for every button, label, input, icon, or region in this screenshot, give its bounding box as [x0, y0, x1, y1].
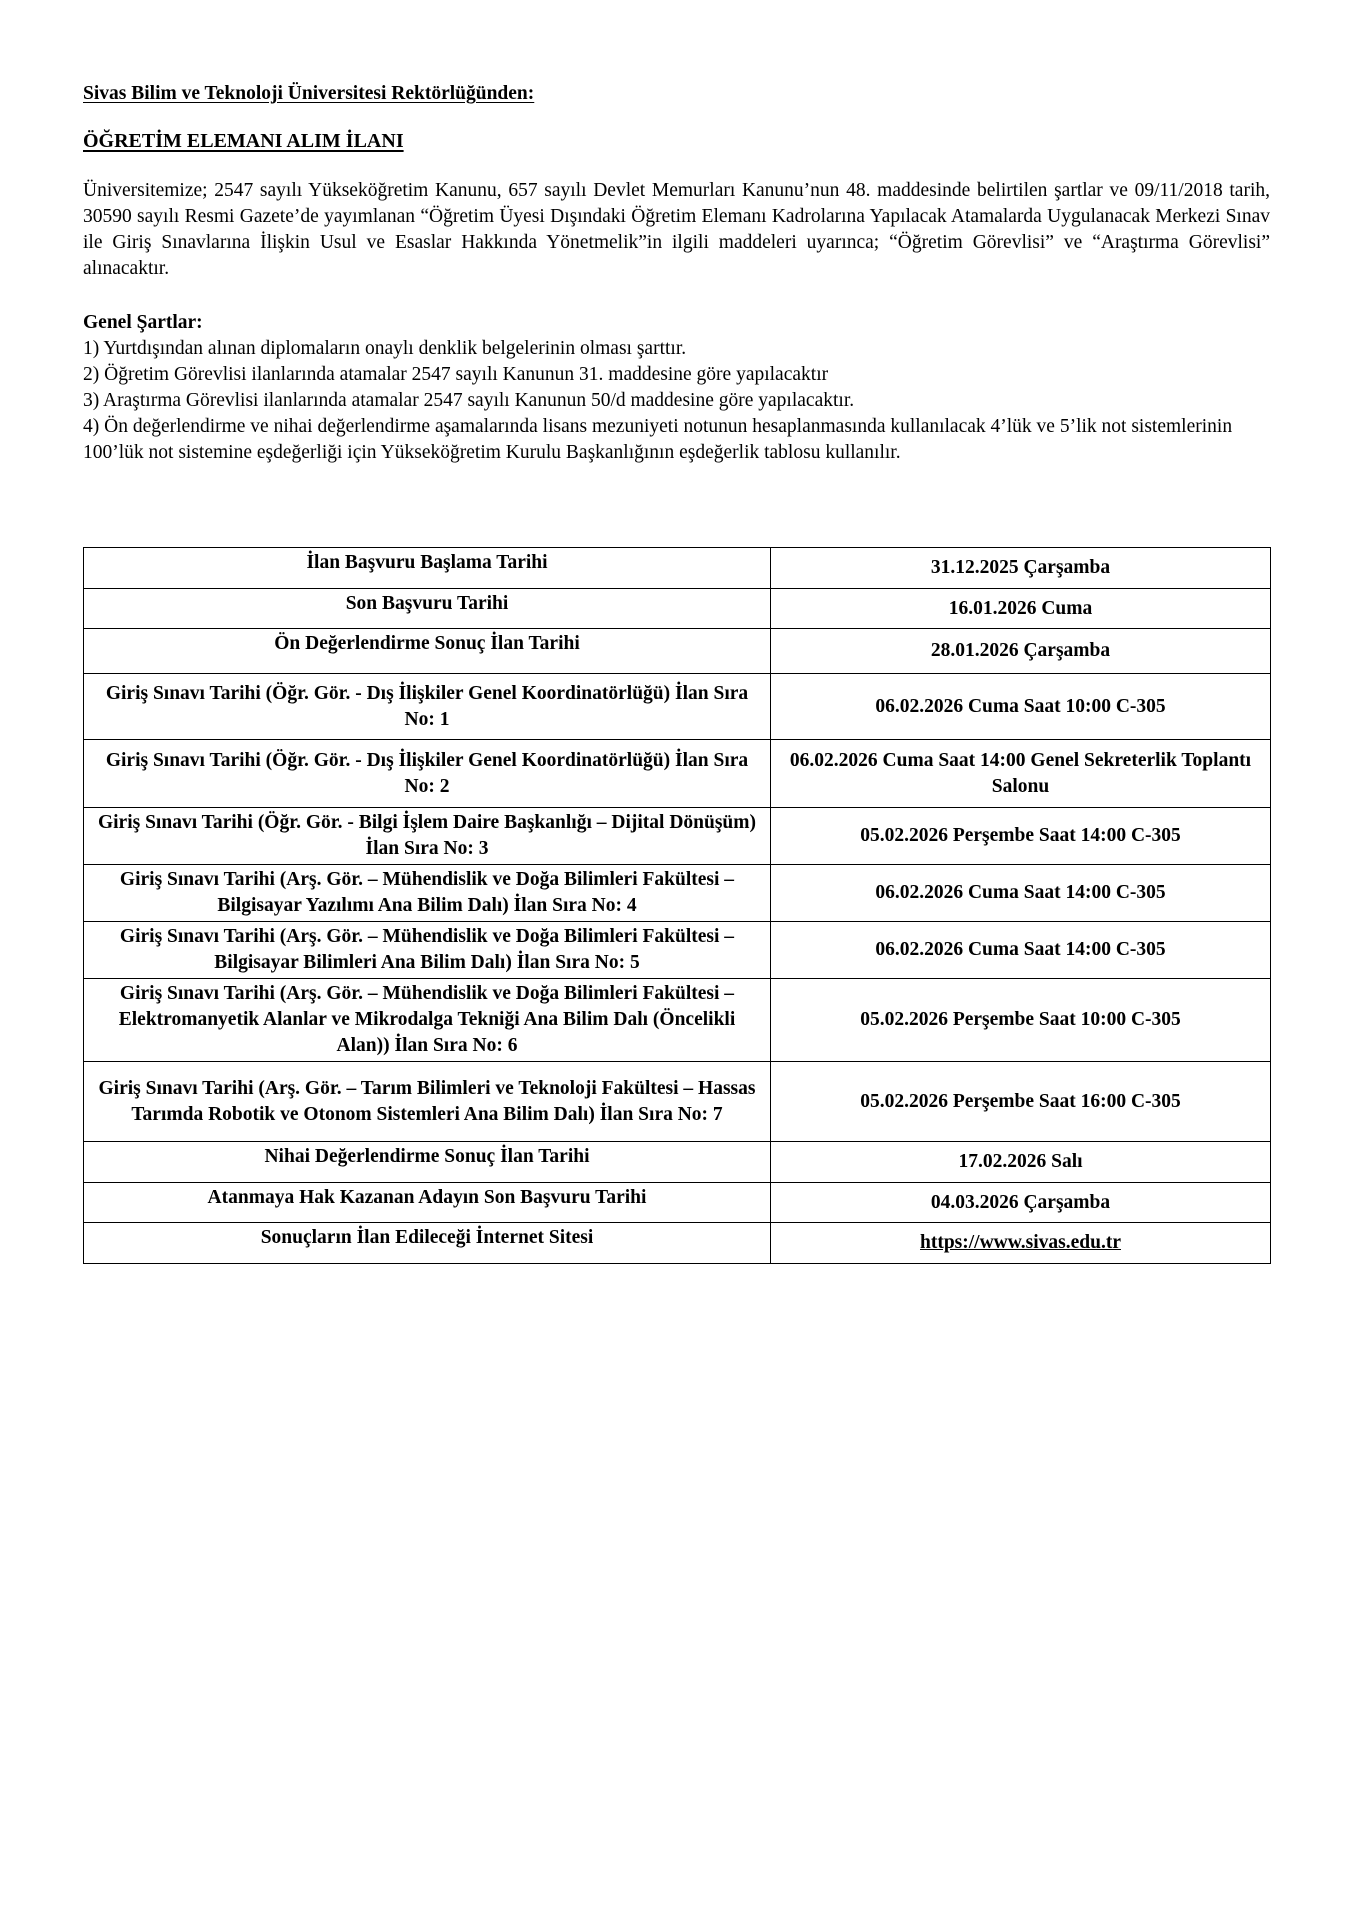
announcement-title: ÖĞRETİM ELEMANI ALIM İLANI: [83, 130, 404, 152]
row-value: 04.03.2026 Çarşamba: [771, 1183, 1271, 1223]
row-value: 05.02.2026 Perşembe Saat 14:00 C-305: [771, 808, 1271, 865]
row-label: Ön Değerlendirme Sonuç İlan Tarihi: [84, 629, 771, 674]
table-row: [84, 1062, 1271, 1142]
table-row: [84, 979, 1271, 1062]
row-value: 31.12.2025 Çarşamba: [771, 548, 1271, 589]
general-conditions: [83, 310, 1270, 466]
table-row: [84, 1183, 1271, 1223]
condition-item: 2) Öğretim Görevlisi ilanlarında atamalar 2547 sayılı Kanunun 31. maddesine göre yapılacaktır: [83, 364, 829, 385]
row-value: 17.02.2026 Salı: [771, 1142, 1271, 1183]
row-value: 06.02.2026 Cuma Saat 10:00 C-305: [771, 674, 1271, 740]
row-label: Giriş Sınavı Tarihi (Arş. Gör. – Mühendislik ve Doğa Bilimleri Fakültesi – Bilgisayar Bilimleri Ana Bilim Dalı) İlan Sıra No: 5: [84, 922, 771, 979]
row-label: Giriş Sınavı Tarihi (Öğr. Gör. - Dış İlişkiler Genel Koordinatörlüğü) İlan Sıra No: 2: [84, 740, 771, 808]
row-label: Giriş Sınavı Tarihi (Arş. Gör. – Tarım Bilimleri ve Teknoloji Fakültesi – Hassas Tarımda Robotik ve Otonom Sistemleri Ana Bilim Dalı) İlan Sıra No: 7: [84, 1062, 771, 1142]
table-row: [84, 865, 1271, 922]
table-row: [84, 922, 1271, 979]
row-label: Giriş Sınavı Tarihi (Arş. Gör. – Mühendislik ve Doğa Bilimleri Fakültesi – Bilgisayar Yazılımı Ana Bilim Dalı) İlan Sıra No: 4: [84, 865, 771, 922]
row-label: Giriş Sınavı Tarihi (Öğr. Gör. - Bilgi İşlem Daire Başkanlığı – Dijital Dönüşüm) İlan Sıra No: 3: [84, 808, 771, 865]
table-row: [84, 1223, 1271, 1264]
row-value: 06.02.2026 Cuma Saat 14:00 C-305: [771, 922, 1271, 979]
row-label: Giriş Sınavı Tarihi (Arş. Gör. – Mühendislik ve Doğa Bilimleri Fakültesi – Elektromanyetik Alanlar ve Mikrodalga Tekniği Ana Bilim Dalı (Öncelikli Alan)) İlan Sıra No: 6: [84, 979, 771, 1062]
conditions-title: Genel Şartlar:: [83, 312, 203, 333]
row-label: Giriş Sınavı Tarihi (Öğr. Gör. - Dış İlişkiler Genel Koordinatörlüğü) İlan Sıra No: 1: [84, 674, 771, 740]
condition-item: 1) Yurtdışından alınan diplomaların onaylı denklik belgelerinin olması şarttır.: [83, 338, 687, 359]
institution-heading: Sivas Bilim ve Teknoloji Üniversitesi Rektörlüğünden:: [83, 83, 535, 104]
intro-paragraph: Üniversitemize; 2547 sayılı Yükseköğretim Kanunu, 657 sayılı Devlet Memurları Kanunu’nun 48. maddesinde belirtilen şartlar ve 09/11/2018 tarih, 30590 sayılı Resmi Gazete’de yayımlanan “Öğretim Üyesi Dışındaki Öğretim Elemanı Kadrolarına Yapılacak Atamalarda Uygulanacak Merkezi Sınav ile Giriş Sınavlarına İlişkin Usul ve Esaslar Hakkında Yönetmelik”in ilgili maddeleri uyarınca; “Öğretim Görevlisi” ve “Araştırma Görevlisi” alınacaktır.: [83, 180, 1270, 279]
table-row: [84, 629, 1271, 674]
schedule-table: [83, 547, 1271, 1264]
row-value: 05.02.2026 Perşembe Saat 16:00 C-305: [771, 1062, 1271, 1142]
row-value: 05.02.2026 Perşembe Saat 10:00 C-305: [771, 979, 1271, 1062]
row-label: Sonuçların İlan Edileceği İnternet Sitesi: [84, 1223, 771, 1264]
table-row: [84, 674, 1271, 740]
table-row: [84, 548, 1271, 589]
row-label: Atanmaya Hak Kazanan Adayın Son Başvuru Tarihi: [84, 1183, 771, 1223]
website-link[interactable]: https://www.sivas.edu.tr: [920, 1232, 1121, 1253]
row-label: Son Başvuru Tarihi: [84, 589, 771, 629]
row-value: 06.02.2026 Cuma Saat 14:00 C-305: [771, 865, 1271, 922]
condition-item: 4) Ön değerlendirme ve nihai değerlendirme aşamalarında lisans mezuniyeti notunun hesaplanmasında kullanılacak 4’lük ve 5’lik not sistemlerinin 100’lük not sistemine eşdeğerliği için Yükseköğretim Kurulu Başkanlığının eşdeğerlik tablosu kullanılır.: [83, 416, 1233, 463]
table-row: [84, 589, 1271, 629]
row-value: 28.01.2026 Çarşamba: [771, 629, 1271, 674]
condition-item: 3) Araştırma Görevlisi ilanlarında atamalar 2547 sayılı Kanunun 50/d maddesine göre yapılacaktır.: [83, 390, 855, 411]
row-label: Nihai Değerlendirme Sonuç İlan Tarihi: [84, 1142, 771, 1183]
row-value: 06.02.2026 Cuma Saat 14:00 Genel Sekreterlik Toplantı Salonu: [771, 740, 1271, 808]
table-row: [84, 740, 1271, 808]
row-value: 16.01.2026 Cuma: [771, 589, 1271, 629]
table-row: [84, 1142, 1271, 1183]
row-value: [771, 1223, 1271, 1264]
row-label: İlan Başvuru Başlama Tarihi: [84, 548, 771, 589]
table-row: [84, 808, 1271, 865]
